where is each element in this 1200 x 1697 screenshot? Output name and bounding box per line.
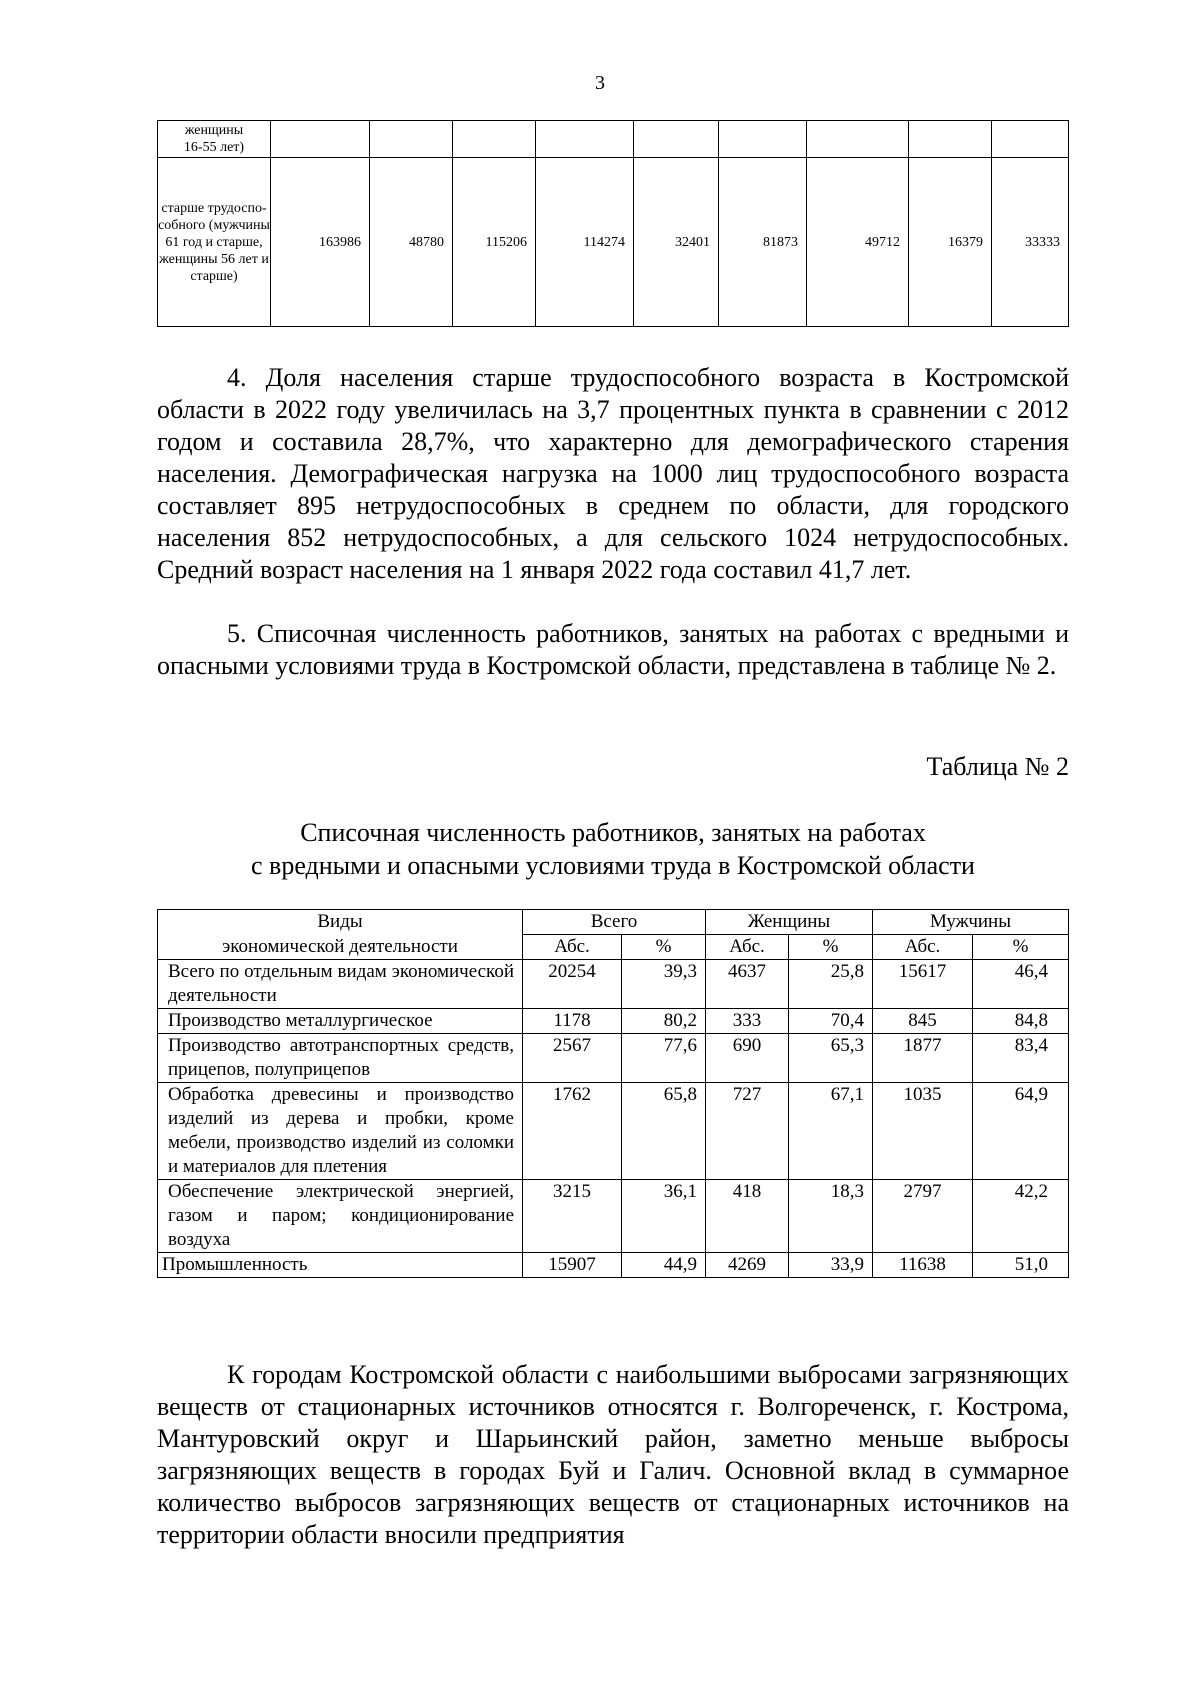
activity-cell: Промышленность [158,1253,523,1278]
table-row [158,1253,1069,1278]
table-row [158,1180,1069,1253]
table-cell: 1877 [873,1034,973,1083]
table-row [158,1034,1069,1083]
table-cell: 64,9 [973,1083,1069,1180]
table-cell: 65,8 [622,1083,706,1180]
table-cell: 33,9 [789,1253,873,1278]
table-cell: 1762 [523,1083,622,1180]
column-header: Виды [158,910,523,935]
column-group-header: Женщины [706,910,873,935]
table-cell [909,121,992,158]
table-cell: 1035 [873,1083,973,1180]
column-group-header: Всего [523,910,706,935]
table-cell: 2797 [873,1180,973,1253]
table-caption [157,816,1069,882]
column-header: Абс. [706,935,789,960]
column-header: % [789,935,873,960]
table-cell: 83,4 [973,1034,1069,1083]
table-cell: 115206 [453,158,536,327]
row-label: старше трудоспо-собного (мужчины 61 год и старше, женщины 56 лет и старше) [158,158,271,327]
table-cell: 15907 [523,1253,622,1278]
column-header: Абс. [523,935,622,960]
paragraph-6: К городам Костромской области с наибольшими выбросами загрязняющих веществ от стационарных источников относятся г. Волгореченск, г. Кострома, Мантуровский округ и Шарьинский район, заметно меньше выбросы загрязняющих веществ в городах Буй и Галич. Основной вклад в суммарное количество выбросов загрязняющих веществ от стационарных источников на территории области вносили предприятия [157,1360,1069,1549]
table-cell: 51,0 [973,1253,1069,1278]
table-cell: 80,2 [622,1009,706,1034]
row-label: женщины 16-55 лет) [158,121,271,158]
table-header-row [158,935,1069,960]
activity-cell: Производство автотранспортных средств, прицепов, полуприцепов [158,1034,523,1083]
table-cell [634,121,719,158]
table-cell: 32401 [634,158,719,327]
table-row [158,158,1069,327]
table-cell: 65,3 [789,1034,873,1083]
table-cell: 25,8 [789,960,873,1009]
activity-cell: Обеспечение электрической энергией, газом и паром; кондиционирование воздуха [158,1180,523,1253]
activity-cell: Обработка древесины и производство изделий из дерева и пробки, кроме мебели, производство изделий из соломки и материалов для плетения [158,1083,523,1180]
table-cell [271,121,370,158]
table-cell: 44,9 [622,1253,706,1278]
table-cell [370,121,453,158]
table-cell: 36,1 [622,1180,706,1253]
activity-cell: Производство металлургическое [158,1009,523,1034]
table-cell: 3215 [523,1180,622,1253]
table-cell: 727 [706,1083,789,1180]
table-cell [807,121,909,158]
table-cell: 4269 [706,1253,789,1278]
table-cell: 81873 [719,158,807,327]
table-cell: 4637 [706,960,789,1009]
table-cell: 690 [706,1034,789,1083]
paragraph-5: 5. Списочная численность работников, занятых на работах с вредными и опасными условиями труда в Костромской области, представлена в таблице № 2. [157,619,1069,680]
table-row [158,121,1069,158]
table-cell: 49712 [807,158,909,327]
table-cell: 418 [706,1180,789,1253]
activity-cell: Всего по отдельным видам экономической деятельности [158,960,523,1009]
table-cell: 1178 [523,1009,622,1034]
table-cell: 67,1 [789,1083,873,1180]
table-cell: 39,3 [622,960,706,1009]
column-header: % [622,935,706,960]
column-header: % [973,935,1069,960]
column-header: Абс. [873,935,973,960]
table-row [158,960,1069,1009]
population-table-continuation [157,120,1069,327]
table-number: Таблица № 2 [926,752,1069,781]
table-cell: 42,2 [973,1180,1069,1253]
column-group-header: Мужчины [873,910,1069,935]
table-cell: 48780 [370,158,453,327]
table-cell: 33333 [992,158,1069,327]
page-number: 3 [595,72,605,94]
table-cell: 16379 [909,158,992,327]
table-cell: 845 [873,1009,973,1034]
table-cell: 2567 [523,1034,622,1083]
table-header-row [158,910,1069,935]
caption-line: Списочная численность работников, занятых на работах [300,818,926,847]
paragraph-4: 4. Доля населения старше трудоспособного возраста в Костромской области в 2022 году увеличилась на 3,7 процентных пункта в сравнении с 2012 годом и составила 28,7%, что характерно для демографического старения населения. Демографическая нагрузка на 1000 лиц трудоспособного возраста составляет 895 нетрудоспособных в среднем по области, для городского населения 852 нетрудоспособных, а для сельского 1024 нетрудоспособных. Средний возраст населения на 1 января 2022 года составил 41,7 лет. [157,363,1069,584]
table-cell [453,121,536,158]
table-cell: 20254 [523,960,622,1009]
table-cell: 46,4 [973,960,1069,1009]
table-cell: 15617 [873,960,973,1009]
table-cell [992,121,1069,158]
table-cell: 70,4 [789,1009,873,1034]
table-cell: 333 [706,1009,789,1034]
table-cell [536,121,634,158]
table-cell: 11638 [873,1253,973,1278]
caption-line: с вредными и опасными условиями труда в Костромской области [251,851,975,880]
table-cell: 163986 [271,158,370,327]
table-cell [719,121,807,158]
column-header: экономической деятельности [158,935,523,960]
hazardous-work-table [157,909,1069,1278]
table-cell: 84,8 [973,1009,1069,1034]
table-cell: 18,3 [789,1180,873,1253]
table-row [158,1009,1069,1034]
table-cell: 114274 [536,158,634,327]
table-cell: 77,6 [622,1034,706,1083]
table-row [158,1083,1069,1180]
